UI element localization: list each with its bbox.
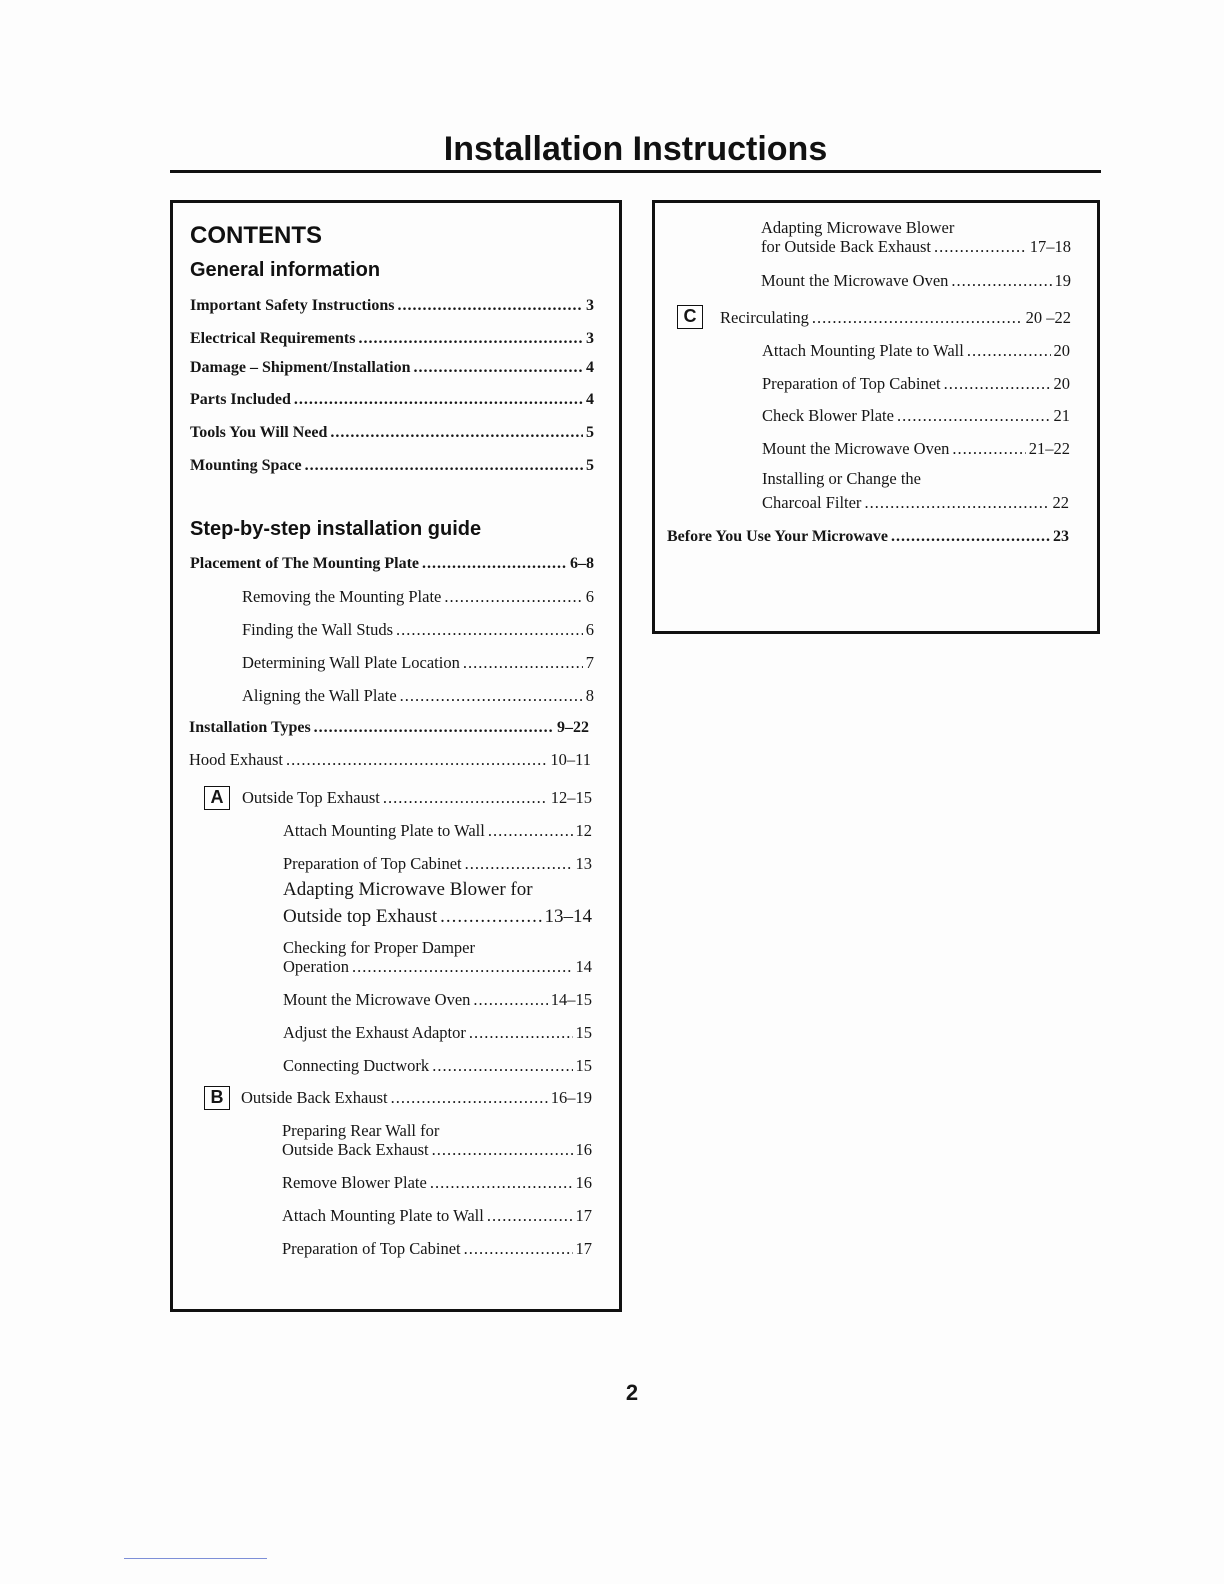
toc-entry-label: Recirculating (720, 308, 809, 327)
toc-entry[interactable] (190, 358, 594, 378)
toc-entry-page: 20 –22 (1025, 308, 1071, 327)
toc-entry-page: 9–22 (557, 719, 589, 736)
toc-entry[interactable] (761, 237, 1071, 257)
toc-entry-label: Attach Mounting Plate to Wall (762, 341, 964, 360)
toc-entry-page: 13 (575, 854, 592, 873)
section-a-badge: A (204, 786, 230, 810)
toc-entry-page: 4 (586, 391, 594, 408)
toc-entry[interactable] (283, 990, 592, 1010)
toc-entry[interactable] (282, 1140, 592, 1160)
toc-entry-label: Aligning the Wall Plate (242, 686, 397, 705)
toc-entry-page: 13–14 (544, 906, 592, 927)
toc-entry[interactable] (190, 554, 594, 574)
toc-entry-page: 8 (585, 686, 594, 705)
toc-entry-line1: Installing or Change the (762, 469, 922, 488)
toc-entry[interactable] (242, 653, 594, 673)
toc-entry-line1: Preparing Rear Wall for (282, 1121, 440, 1140)
toc-entry-page: 17 (575, 1206, 592, 1225)
toc-entry[interactable] (282, 1239, 592, 1259)
toc-entry-line1: Checking for Proper Damper (283, 938, 475, 957)
page-number: 2 (625, 1380, 639, 1405)
toc-entry-label: Electrical Requirements (190, 330, 356, 347)
toc-entry-label: Preparation of Top Cabinet (282, 1239, 461, 1258)
toc-entry-label: Important Safety Instructions (190, 297, 395, 314)
toc-entry[interactable] (190, 390, 594, 410)
toc-entry-page: 15 (575, 1023, 592, 1042)
toc-entry-label: for Outside Back Exhaust (761, 237, 932, 256)
general-information-heading: General information (190, 259, 381, 281)
toc-entry[interactable] (190, 456, 594, 476)
toc-entry[interactable] (283, 957, 592, 977)
toc-entry-line1: Adapting Microwave Blower (761, 218, 955, 237)
toc-entry[interactable] (190, 423, 594, 443)
toc-entry-label: Removing the Mounting Plate (242, 587, 442, 606)
toc-entry-label: Determining Wall Plate Location (242, 653, 460, 672)
toc-entry-label: Damage – Shipment/Installation (190, 359, 411, 376)
toc-entry-label: Attach Mounting Plate to Wall (282, 1206, 484, 1225)
toc-entry[interactable] (667, 527, 1069, 547)
toc-entry-page: 5 (586, 424, 594, 441)
toc-entry-label: Charcoal Filter (762, 493, 862, 512)
toc-entry-page: 6–8 (570, 555, 594, 572)
toc-entry[interactable] (762, 406, 1070, 426)
toc-entry[interactable] (283, 821, 592, 841)
toc-entry-label: Remove Blower Plate (282, 1173, 427, 1192)
toc-entry-page: 12 (575, 821, 592, 840)
toc-entry-page: 10–11 (550, 750, 591, 769)
toc-entry-label: Outside Back Exhaust (282, 1140, 429, 1159)
toc-entry-label: Parts Included (190, 391, 291, 408)
section-b-badge: B (204, 1086, 230, 1110)
section-c-badge: C (677, 305, 703, 329)
toc-entry-label: Check Blower Plate (762, 406, 894, 425)
toc-entry[interactable] (283, 1023, 592, 1043)
toc-entry-page: 3 (586, 330, 594, 347)
toc-entry-label: Mounting Space (190, 457, 302, 474)
toc-entry[interactable] (189, 750, 591, 770)
toc-entry[interactable] (189, 718, 589, 738)
toc-entry-page: 21–22 (1028, 439, 1070, 458)
toc-entry-label: Mount the Microwave Oven (762, 439, 950, 458)
toc-entry-page: 12–15 (550, 788, 592, 807)
toc-entry[interactable] (190, 329, 594, 349)
toc-entry-page: 6 (585, 587, 594, 606)
toc-entry-page: 16 (575, 1173, 592, 1192)
toc-entry-page: 21 (1053, 406, 1070, 425)
toc-entry-label: Attach Mounting Plate to Wall (283, 821, 485, 840)
toc-entry-label: Connecting Ductwork (283, 1056, 430, 1075)
toc-entry-label: Operation (283, 957, 349, 976)
toc-entry-page: 20 (1053, 341, 1070, 360)
toc-entry-page: 6 (585, 620, 594, 639)
title-rule (170, 170, 1101, 173)
toc-entry[interactable] (241, 1088, 592, 1108)
toc-entry[interactable] (242, 620, 594, 640)
toc-entry-label: Mount the Microwave Oven (761, 271, 949, 290)
toc-entry-page: 19 (1054, 271, 1071, 290)
toc-entry[interactable] (762, 341, 1070, 361)
toc-entry[interactable] (190, 296, 594, 316)
toc-entry-label: Outside Back Exhaust (241, 1088, 388, 1107)
toc-entry[interactable] (761, 271, 1071, 291)
toc-entry-page: 23 (1053, 528, 1069, 545)
toc-entry-page: 7 (585, 653, 594, 672)
toc-entry-label: Installation Types (189, 719, 311, 736)
toc-entry-page: 5 (586, 457, 594, 474)
toc-entry-label: Before You Use Your Microwave (667, 528, 888, 545)
toc-entry-label: Adjust the Exhaust Adaptor (283, 1023, 466, 1042)
toc-entry-page: 14 (575, 957, 592, 976)
toc-entry-page: 3 (586, 297, 594, 314)
toc-entry-page: 17 (575, 1239, 592, 1258)
toc-entry-label: Finding the Wall Studs (242, 620, 394, 639)
toc-entry[interactable] (283, 854, 592, 874)
toc-entry-page: 15 (575, 1056, 592, 1075)
toc-entry-line1: Adapting Microwave Blower for (283, 879, 533, 900)
toc-entry-label: Mount the Microwave Oven (283, 990, 471, 1009)
toc-entry-page: 17–18 (1029, 237, 1071, 256)
toc-entry[interactable] (282, 1173, 592, 1193)
toc-entry-page: 22 (1052, 493, 1069, 512)
toc-entry[interactable] (762, 374, 1070, 394)
toc-entry-page: 4 (586, 359, 594, 376)
toc-entry-label: Outside top Exhaust (283, 906, 438, 927)
toc-entry-page: 14–15 (550, 990, 592, 1009)
toc-entry-label: Outside Top Exhaust (242, 788, 380, 807)
toc-entry[interactable] (283, 1056, 592, 1076)
toc-entry[interactable] (720, 308, 1071, 328)
toc-entry[interactable] (282, 1206, 592, 1226)
toc-entry[interactable] (242, 788, 592, 808)
contents-heading: CONTENTS (190, 222, 322, 249)
toc-entry-label: Placement of The Mounting Plate (190, 555, 420, 572)
toc-entry[interactable] (242, 686, 594, 706)
toc-entry-label: Preparation of Top Cabinet (283, 854, 462, 873)
step-by-step-heading: Step-by-step installation guide (190, 518, 482, 540)
toc-entry-label: Preparation of Top Cabinet (762, 374, 941, 393)
toc-entry-page: 16–19 (550, 1088, 592, 1107)
toc-entry[interactable] (762, 439, 1070, 459)
toc-entry-label: Hood Exhaust (189, 750, 283, 769)
toc-entry[interactable] (242, 587, 594, 607)
toc-entry-page: 20 (1053, 374, 1070, 393)
page-title: Installation Instructions (443, 130, 828, 168)
toc-entry-label: Tools You Will Need (190, 424, 328, 441)
toc-entry-page: 16 (575, 1140, 592, 1159)
toc-entry[interactable] (762, 493, 1069, 513)
toc-entry[interactable] (283, 907, 592, 927)
footer-rule (124, 1558, 267, 1559)
